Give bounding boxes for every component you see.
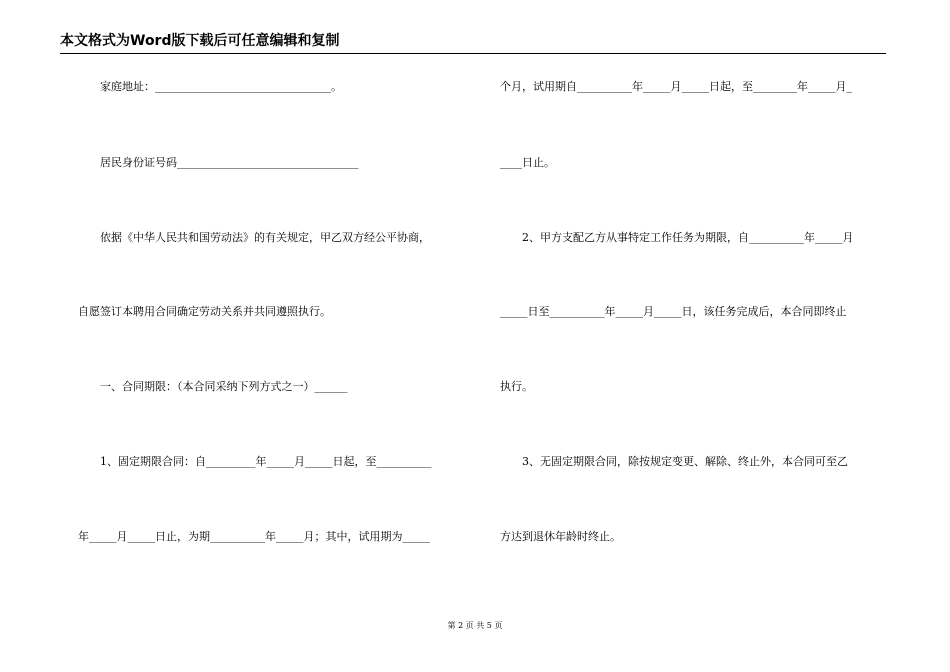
id-number-line: 居民身份证号码_________________________________ — [100, 156, 359, 169]
task-based-clause-end: 执行。 — [500, 380, 533, 393]
address-line: 家庭地址：________________________________。 — [100, 80, 342, 93]
open-ended-clause-line: 3、无固定期限合同，除按规定变更、解除、终止外，本合同可至乙 — [522, 455, 848, 468]
page-header — [60, 32, 886, 54]
probation-period-end-line: ____日止。 — [500, 156, 555, 169]
task-based-clause-continuation: _____日至__________年_____月_____日，该任务完成后，本合同即终止 — [500, 305, 847, 318]
probation-period-line: 个月，试用期自__________年_____月_____日起，至________年_____月_ — [500, 80, 852, 93]
contract-term-heading: 一、合同期限：（本合同采纳下列方式之一）______ — [100, 380, 348, 393]
open-ended-clause-continuation: 方达到退休年龄时终止。 — [500, 530, 621, 543]
basis-paragraph-line: 依据《中华人民共和国劳动法》的有关规定，甲乙双方经公平协商， — [100, 231, 430, 244]
header-title: 本文格式为Word版下载后可任意编辑和复制 — [60, 33, 340, 49]
page-number-footer: 第 2 页 共 5 页 — [447, 621, 503, 630]
fixed-term-clause-continuation: 年_____月_____日止，为期__________年_____月；其中，试用期为_____ — [78, 530, 430, 543]
task-based-clause-line: 2、甲方支配乙方从事特定工作任务为期限，自__________年_____月 — [522, 231, 854, 244]
fixed-term-clause-line: 1、固定期限合同：自_________年_____月_____日起，至__________ — [100, 455, 432, 468]
basis-paragraph-continuation: 自愿签订本聘用合同确定劳动关系并共同遵照执行。 — [78, 305, 331, 318]
